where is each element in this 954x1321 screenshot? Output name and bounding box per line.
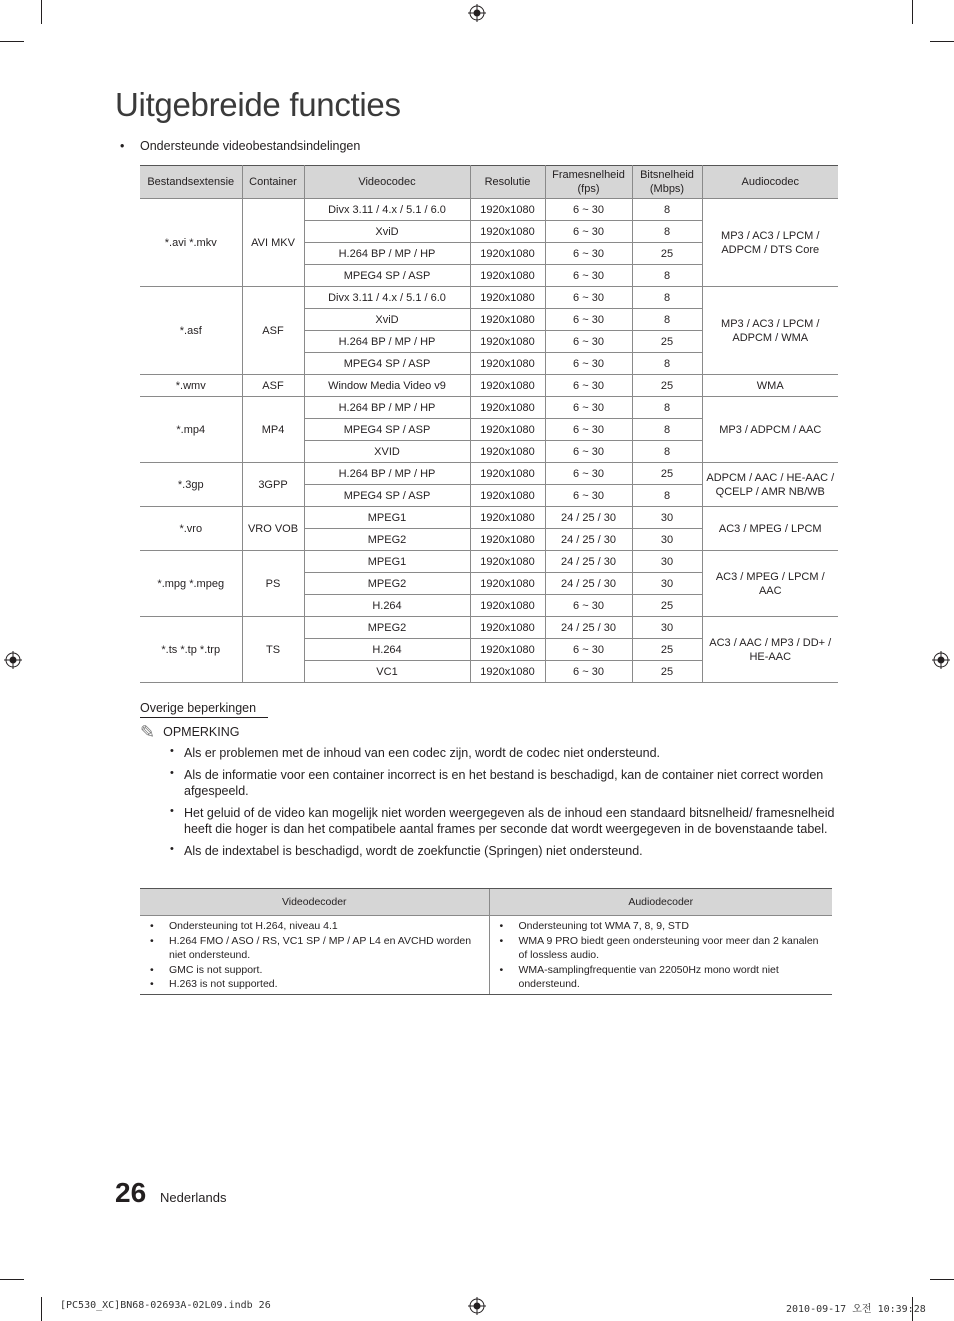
extension-cell: *.avi *.mkv <box>140 199 242 287</box>
table-row <box>140 375 838 397</box>
table-row <box>140 199 838 221</box>
resolution-cell: 1920x1080 <box>470 617 545 639</box>
bitrate-cell: 25 <box>632 331 702 353</box>
header-container: Container <box>242 166 304 199</box>
container-cell: PS <box>242 551 304 617</box>
bitrate-cell: 8 <box>632 199 702 221</box>
framerate-cell: 6 ~ 30 <box>545 353 632 375</box>
list-item: • H.264 FMO / ASO / RS, VC1 SP / MP / AP L4 en AVCHD worden niet ondersteund. <box>146 934 483 963</box>
bitrate-cell: 25 <box>632 375 702 397</box>
table-header-row <box>140 889 832 916</box>
audiodecoder-list <box>496 919 827 992</box>
bitrate-cell: 8 <box>632 287 702 309</box>
bitrate-cell: 25 <box>632 661 702 683</box>
list-item: • Als er problemen met de inhoud van een codec zijn, wordt de codec niet ondersteund. <box>170 745 838 762</box>
bitrate-cell: 30 <box>632 529 702 551</box>
framerate-cell: 6 ~ 30 <box>545 287 632 309</box>
pencil-icon: ✎ <box>140 722 156 742</box>
audiocodec-cell: ADPCM / AAC / HE-AAC / QCELP / AMR NB/WB <box>702 463 838 507</box>
resolution-cell: 1920x1080 <box>470 595 545 617</box>
resolution-cell: 1920x1080 <box>470 243 545 265</box>
container-cell: ASF <box>242 375 304 397</box>
bitrate-cell: 8 <box>632 397 702 419</box>
bitrate-cell: 8 <box>632 441 702 463</box>
framerate-cell: 6 ~ 30 <box>545 265 632 287</box>
audiocodec-cell: MP3 / AC3 / LPCM / ADPCM / WMA <box>702 287 838 375</box>
framerate-cell: 24 / 25 / 30 <box>545 507 632 529</box>
registration-mark-icon <box>932 651 950 669</box>
list-item: • Het geluid of de video kan mogelijk niet worden weergegeven als de inhoud een standaard bitsnelheid/ framesnelheid heeft die hoger is dan het compatibele aantal frames per seconde dat wordt weergegeven in de bovenstaande tabel. <box>170 805 838 838</box>
resolution-cell: 1920x1080 <box>470 397 545 419</box>
table-row <box>140 397 838 419</box>
framerate-cell: 6 ~ 30 <box>545 485 632 507</box>
videodecoder-cell <box>140 916 489 995</box>
framerate-cell: 6 ~ 30 <box>545 397 632 419</box>
resolution-cell: 1920x1080 <box>470 661 545 683</box>
crop-mark <box>930 1279 954 1280</box>
note-label: OPMERKING <box>163 725 240 739</box>
audiocodec-cell: AC3 / AAC / MP3 / DD+ / HE-AAC <box>702 617 838 683</box>
videocodec-cell: MPEG2 <box>304 617 470 639</box>
audiocodec-cell: MP3 / AC3 / LPCM / ADPCM / DTS Core <box>702 199 838 287</box>
framerate-cell: 24 / 25 / 30 <box>545 551 632 573</box>
table-body <box>140 199 838 683</box>
bitrate-cell: 30 <box>632 551 702 573</box>
bullet-icon: • <box>120 139 125 153</box>
videocodec-cell: H.264 BP / MP / HP <box>304 397 470 419</box>
bitrate-cell: 8 <box>632 485 702 507</box>
framerate-cell: 6 ~ 30 <box>545 441 632 463</box>
resolution-cell: 1920x1080 <box>470 419 545 441</box>
videocodec-cell: MPEG1 <box>304 551 470 573</box>
registration-mark-icon <box>468 4 486 22</box>
videocodec-cell: MPEG4 SP / ASP <box>304 485 470 507</box>
framerate-cell: 6 ~ 30 <box>545 331 632 353</box>
table-row <box>140 287 838 309</box>
list-item: • GMC is not support. <box>146 963 483 978</box>
videocodec-cell: XviD <box>304 221 470 243</box>
list-item: • WMA 9 PRO biedt geen ondersteuning voor meer dan 2 kanalen of lossless audio. <box>496 934 827 963</box>
resolution-cell: 1920x1080 <box>470 221 545 243</box>
container-cell: ASF <box>242 287 304 375</box>
extension-cell: *.ts *.tp *.trp <box>140 617 242 683</box>
container-cell: AVI MKV <box>242 199 304 287</box>
videocodec-cell: VC1 <box>304 661 470 683</box>
resolution-cell: 1920x1080 <box>470 441 545 463</box>
resolution-cell: 1920x1080 <box>470 485 545 507</box>
videocodec-cell: MPEG4 SP / ASP <box>304 419 470 441</box>
framerate-cell: 24 / 25 / 30 <box>545 529 632 551</box>
bitrate-cell: 25 <box>632 463 702 485</box>
framerate-cell: 24 / 25 / 30 <box>545 573 632 595</box>
print-slug-date: 2010-09-17 오전 10:39:28 <box>786 1304 926 1315</box>
list-item: • H.263 is not supported. <box>146 977 483 992</box>
framerate-cell: 6 ~ 30 <box>545 639 632 661</box>
decoder-table <box>140 888 832 995</box>
bitrate-cell: 30 <box>632 507 702 529</box>
table-row <box>140 551 838 573</box>
videocodec-cell: MPEG2 <box>304 573 470 595</box>
resolution-cell: 1920x1080 <box>470 507 545 529</box>
audiodecoder-cell <box>489 916 832 995</box>
restrictions-heading: Overige beperkingen <box>140 701 268 718</box>
container-cell: MP4 <box>242 397 304 463</box>
crop-mark <box>41 1297 42 1321</box>
page-title: Uitgebreide functies <box>115 86 401 123</box>
restrictions-list <box>170 745 838 864</box>
framerate-cell: 6 ~ 30 <box>545 463 632 485</box>
crop-mark <box>0 1279 24 1280</box>
lead-bullet-text: Ondersteunde videobestandsindelingen <box>140 139 361 153</box>
header-resolution: Resolutie <box>470 166 545 199</box>
videocodec-cell: Window Media Video v9 <box>304 375 470 397</box>
videocodec-cell: H.264 BP / MP / HP <box>304 243 470 265</box>
header-videodecoder: Videodecoder <box>140 889 489 916</box>
videocodec-cell: H.264 <box>304 595 470 617</box>
framerate-cell: 6 ~ 30 <box>545 221 632 243</box>
video-format-table <box>140 165 838 683</box>
framerate-cell: 6 ~ 30 <box>545 595 632 617</box>
container-cell: TS <box>242 617 304 683</box>
container-cell: VRO VOB <box>242 507 304 551</box>
audiocodec-cell: AC3 / MPEG / LPCM / AAC <box>702 551 838 617</box>
bitrate-cell: 8 <box>632 221 702 243</box>
framerate-cell: 6 ~ 30 <box>545 309 632 331</box>
videocodec-cell: MPEG4 SP / ASP <box>304 353 470 375</box>
table-row <box>140 463 838 485</box>
crop-mark <box>930 41 954 42</box>
bitrate-cell: 25 <box>632 639 702 661</box>
framerate-cell: 6 ~ 30 <box>545 375 632 397</box>
extension-cell: *.wmv <box>140 375 242 397</box>
header-framerate: Framesnelheid (fps) <box>545 166 632 199</box>
list-item: • Als de informatie voor een container incorrect is en het bestand is beschadigd, kan de container niet correct worden afgespeeld. <box>170 767 838 800</box>
videocodec-cell: XVID <box>304 441 470 463</box>
table-row <box>140 507 838 529</box>
bitrate-cell: 8 <box>632 419 702 441</box>
list-item: • Ondersteuning tot H.264, niveau 4.1 <box>146 919 483 934</box>
table-header-row <box>140 166 838 199</box>
header-audiocodec: Audiocodec <box>702 166 838 199</box>
bitrate-cell: 8 <box>632 265 702 287</box>
framerate-cell: 6 ~ 30 <box>545 199 632 221</box>
framerate-cell: 6 ~ 30 <box>545 243 632 265</box>
resolution-cell: 1920x1080 <box>470 463 545 485</box>
resolution-cell: 1920x1080 <box>470 287 545 309</box>
registration-mark-icon <box>4 651 22 669</box>
videocodec-cell: XviD <box>304 309 470 331</box>
resolution-cell: 1920x1080 <box>470 353 545 375</box>
audiocodec-cell: AC3 / MPEG / LPCM <box>702 507 838 551</box>
bitrate-cell: 30 <box>632 617 702 639</box>
header-audiodecoder: Audiodecoder <box>489 889 832 916</box>
videocodec-cell: Divx 3.11 / 4.x / 5.1 / 6.0 <box>304 199 470 221</box>
videocodec-cell: Divx 3.11 / 4.x / 5.1 / 6.0 <box>304 287 470 309</box>
table-row <box>140 916 832 995</box>
framerate-cell: 6 ~ 30 <box>545 419 632 441</box>
bitrate-cell: 8 <box>632 353 702 375</box>
videocodec-cell: MPEG2 <box>304 529 470 551</box>
videocodec-cell: H.264 BP / MP / HP <box>304 331 470 353</box>
resolution-cell: 1920x1080 <box>470 265 545 287</box>
resolution-cell: 1920x1080 <box>470 375 545 397</box>
print-slug-file: [PC530_XC]BN68-02693A-02L09.indb 26 <box>60 1300 271 1311</box>
resolution-cell: 1920x1080 <box>470 331 545 353</box>
list-item: • Ondersteuning tot WMA 7, 8, 9, STD <box>496 919 827 934</box>
crop-mark <box>41 0 42 24</box>
page-number: 26 <box>115 1177 147 1208</box>
resolution-cell: 1920x1080 <box>470 529 545 551</box>
videocodec-cell: MPEG4 SP / ASP <box>304 265 470 287</box>
page-language: Nederlands <box>160 1190 227 1205</box>
header-ext: Bestandsextensie <box>140 166 242 199</box>
audiocodec-cell: MP3 / ADPCM / AAC <box>702 397 838 463</box>
audiocodec-cell: WMA <box>702 375 838 397</box>
container-cell: 3GPP <box>242 463 304 507</box>
videocodec-cell: MPEG1 <box>304 507 470 529</box>
registration-mark-icon <box>468 1297 486 1315</box>
extension-cell: *.mpg *.mpeg <box>140 551 242 617</box>
videodecoder-list <box>146 919 483 992</box>
resolution-cell: 1920x1080 <box>470 199 545 221</box>
framerate-cell: 24 / 25 / 30 <box>545 617 632 639</box>
resolution-cell: 1920x1080 <box>470 639 545 661</box>
table-row <box>140 617 838 639</box>
resolution-cell: 1920x1080 <box>470 551 545 573</box>
framerate-cell: 6 ~ 30 <box>545 661 632 683</box>
header-bitrate: Bitsnelheid (Mbps) <box>632 166 702 199</box>
note-heading <box>140 722 240 743</box>
resolution-cell: 1920x1080 <box>470 309 545 331</box>
bitrate-cell: 30 <box>632 573 702 595</box>
bitrate-cell: 25 <box>632 243 702 265</box>
lead-bullet <box>120 139 360 153</box>
extension-cell: *.asf <box>140 287 242 375</box>
bitrate-cell: 8 <box>632 309 702 331</box>
header-videocodec: Videocodec <box>304 166 470 199</box>
list-item: • WMA-samplingfrequentie van 22050Hz mono wordt niet ondersteund. <box>496 963 827 992</box>
extension-cell: *.vro <box>140 507 242 551</box>
resolution-cell: 1920x1080 <box>470 573 545 595</box>
crop-mark <box>912 0 913 24</box>
videocodec-cell: H.264 <box>304 639 470 661</box>
crop-mark <box>0 41 24 42</box>
extension-cell: *.mp4 <box>140 397 242 463</box>
bitrate-cell: 25 <box>632 595 702 617</box>
list-item: • Als de indextabel is beschadigd, wordt de zoekfunctie (Springen) niet ondersteund. <box>170 843 838 860</box>
extension-cell: *.3gp <box>140 463 242 507</box>
videocodec-cell: H.264 BP / MP / HP <box>304 463 470 485</box>
